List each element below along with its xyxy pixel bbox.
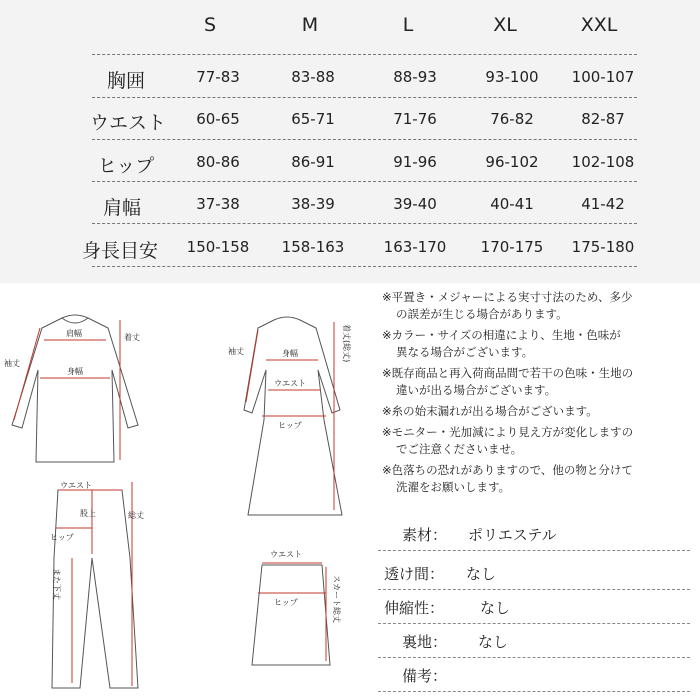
note-line: ※平置き・メジャーによる実寸寸法のため、多少 bbox=[382, 290, 633, 304]
note-line: ※色落ちの恐れがありますので、他の物と分けて bbox=[382, 463, 633, 477]
dress-illustration bbox=[222, 310, 372, 520]
sleeve-label: 袖丈 bbox=[228, 347, 244, 356]
table-cell: 40-41 bbox=[490, 195, 534, 213]
waist-label: ウエスト bbox=[270, 550, 302, 559]
table-cell: 150-158 bbox=[186, 238, 250, 256]
spec-label: 伸縮性： bbox=[384, 599, 445, 617]
spec-value: なし bbox=[478, 633, 509, 651]
note-line: ※既存商品と再入荷商品間で若干の色味・生地の bbox=[382, 366, 634, 380]
note-line: ※モニター・光加減により見え方が変化しますの bbox=[382, 425, 634, 439]
row-label: 胸囲 bbox=[106, 70, 146, 92]
note-line: 異なる場合がございます。 bbox=[396, 345, 534, 359]
note-line: の誤差が生じる場合があります。 bbox=[396, 307, 568, 321]
spec-label: 裏地： bbox=[402, 633, 448, 651]
top-garment-illustration bbox=[0, 300, 150, 470]
dress-diagram bbox=[222, 310, 372, 520]
note-line: 洗濯をお願いします。 bbox=[396, 480, 511, 494]
table-cell: 100-107 bbox=[571, 68, 635, 86]
note-item bbox=[382, 424, 692, 458]
note-line: ※カラー・サイズの相違により、生地・色味が bbox=[382, 328, 621, 342]
table-cell: 37-38 bbox=[196, 195, 240, 213]
length-label: スカート総丈 bbox=[332, 575, 341, 623]
pants-diagram bbox=[40, 478, 170, 693]
spec-material bbox=[378, 520, 690, 551]
chest-label: 身幅 bbox=[67, 367, 83, 376]
table-row bbox=[0, 151, 700, 189]
row-label: 肩幅 bbox=[102, 197, 142, 219]
table-cell: 76-82 bbox=[490, 110, 534, 128]
pants-illustration bbox=[40, 478, 170, 693]
table-cell: 60-65 bbox=[196, 110, 240, 128]
length-label: 総丈 bbox=[128, 511, 144, 520]
shoulder-label: 肩幅 bbox=[66, 329, 82, 338]
table-cell: 163-170 bbox=[383, 238, 447, 256]
spec-label: 素材： bbox=[402, 526, 448, 544]
table-cell: 93-100 bbox=[485, 68, 539, 86]
table-cell: 88-93 bbox=[393, 68, 437, 86]
table-row bbox=[0, 108, 700, 146]
sleeve-label: 袖丈 bbox=[4, 359, 20, 368]
inseam-label: また下丈 bbox=[52, 568, 61, 600]
table-cell: 80-86 bbox=[196, 153, 240, 171]
note-item bbox=[382, 462, 692, 496]
table-cell: 65-71 bbox=[291, 110, 335, 128]
divider bbox=[378, 691, 690, 692]
divider bbox=[378, 589, 690, 590]
table-cell: 39-40 bbox=[393, 195, 437, 213]
spec-label: 透け間： bbox=[384, 565, 445, 583]
spec-value: ポリエステル bbox=[468, 526, 557, 544]
divider bbox=[92, 181, 637, 182]
note-line: ※糸の始末漏れが出る場合がございます。 bbox=[382, 404, 598, 418]
hip-label: ヒップ bbox=[50, 533, 74, 542]
divider bbox=[378, 623, 690, 624]
divider bbox=[92, 139, 637, 140]
spec-transparency bbox=[378, 559, 690, 590]
size-xl: XL bbox=[493, 14, 517, 36]
table-cell: 82-87 bbox=[581, 110, 625, 128]
table-row bbox=[0, 236, 700, 274]
divider bbox=[92, 97, 637, 98]
table-cell: 102-108 bbox=[571, 153, 635, 171]
note-item bbox=[382, 289, 692, 323]
size-l: L bbox=[402, 14, 414, 36]
note-item bbox=[382, 327, 692, 361]
divider bbox=[92, 223, 637, 224]
row-label: ウエスト bbox=[89, 112, 167, 134]
hip-label: ヒップ bbox=[278, 421, 302, 430]
row-label: 身長目安 bbox=[81, 240, 159, 262]
spec-lining bbox=[378, 627, 690, 658]
table-cell: 158-163 bbox=[281, 238, 345, 256]
size-m: M bbox=[301, 14, 319, 36]
table-cell: 71-76 bbox=[393, 110, 437, 128]
length-label: 着丈(総丈) bbox=[342, 324, 351, 363]
care-notes bbox=[382, 289, 692, 500]
spec-stretch bbox=[378, 593, 690, 624]
table-cell: 170-175 bbox=[480, 238, 544, 256]
waist-label: ウエスト bbox=[274, 379, 306, 388]
spec-value: なし bbox=[466, 565, 497, 583]
divider bbox=[92, 266, 637, 267]
table-cell: 83-88 bbox=[291, 68, 335, 86]
spec-label: 備考： bbox=[402, 667, 448, 685]
chest-label: 身幅 bbox=[282, 349, 298, 358]
table-cell: 41-42 bbox=[581, 195, 625, 213]
table-cell: 96-102 bbox=[485, 153, 539, 171]
table-cell: 77-83 bbox=[196, 68, 240, 86]
divider bbox=[378, 550, 690, 551]
table-cell: 175-180 bbox=[571, 238, 635, 256]
waist-label: ウエスト bbox=[60, 481, 92, 490]
note-line: でご注意くださいませ。 bbox=[396, 442, 523, 456]
size-header-row bbox=[0, 14, 700, 46]
row-label: ヒップ bbox=[97, 155, 155, 177]
table-cell: 86-91 bbox=[291, 153, 335, 171]
size-table bbox=[0, 0, 700, 283]
divider bbox=[92, 54, 637, 55]
spec-value: なし bbox=[480, 599, 511, 617]
note-item bbox=[382, 403, 692, 420]
table-cell: 91-96 bbox=[393, 153, 437, 171]
skirt-illustration bbox=[240, 545, 360, 675]
table-cell: 38-39 bbox=[291, 195, 335, 213]
divider bbox=[378, 657, 690, 658]
table-row bbox=[0, 193, 700, 231]
rise-label: 股上 bbox=[80, 509, 96, 518]
size-xxl: XXL bbox=[580, 14, 618, 36]
size-s: S bbox=[203, 14, 217, 36]
note-line: 違いが出る場合がございます。 bbox=[396, 383, 557, 397]
note-item bbox=[382, 365, 692, 399]
spec-remarks bbox=[378, 661, 690, 692]
skirt-diagram bbox=[240, 545, 360, 675]
length-label: 着丈 bbox=[124, 333, 140, 342]
hip-label: ヒップ bbox=[274, 598, 298, 607]
top-diagram bbox=[0, 300, 150, 470]
table-row bbox=[0, 66, 700, 104]
